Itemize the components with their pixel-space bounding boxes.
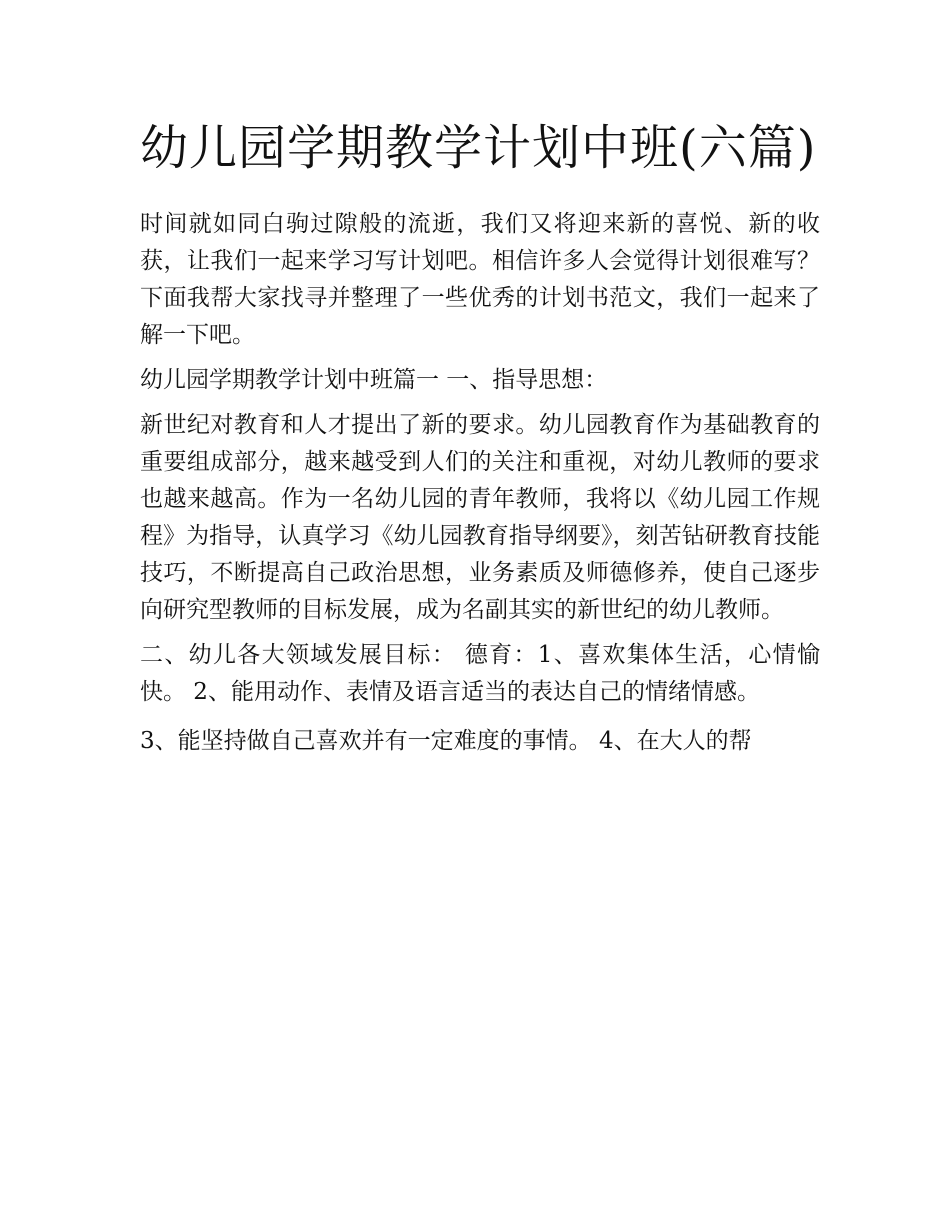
paragraph-intro: 时间就如同白驹过隙般的流逝，我们又将迎来新的喜悦、新的收获，让我们一起来学习写计划吧。相信许多人会觉得计划很难写？下面我帮大家找寻并整理了一些优秀的计划书范文，我们一起来了解一下吧。: [140, 211, 820, 348]
paragraph-section-heading: 幼儿园学期教学计划中班篇一 一、指导思想：: [140, 367, 608, 393]
paragraph-guiding-thought: 新世纪对教育和人才提出了新的要求。幼儿园教育作为基础教育的重要组成部分，越来越受到人们的关注和重视，对幼儿教师的要求也越来越高。作为一名幼儿园的青年教师，我将以《幼儿园工作规程》为指导，认真学习《幼儿园教育指导纲要》，刻苦钻研教育技能技巧，不断提高自己政治思想，业务素质及师德修养，使自己逐步向研究型教师的目标发展，成为名副其实的新世纪的幼儿教师。: [140, 412, 820, 623]
document-title: 幼儿园学期教学计划中班(六篇): [140, 120, 817, 176]
paragraph-development-goals: 二、幼儿各大领域发展目标： 德育：1、喜欢集体生活，心情愉快。 2、能用动作、表情及语言适当的表达自己的情绪情感。: [140, 642, 820, 705]
document-page: [140, 110, 820, 768]
paragraph-goals-continued: 3、能坚持做自己喜欢并有一定难度的事情。 4、在大人的帮: [140, 728, 752, 754]
